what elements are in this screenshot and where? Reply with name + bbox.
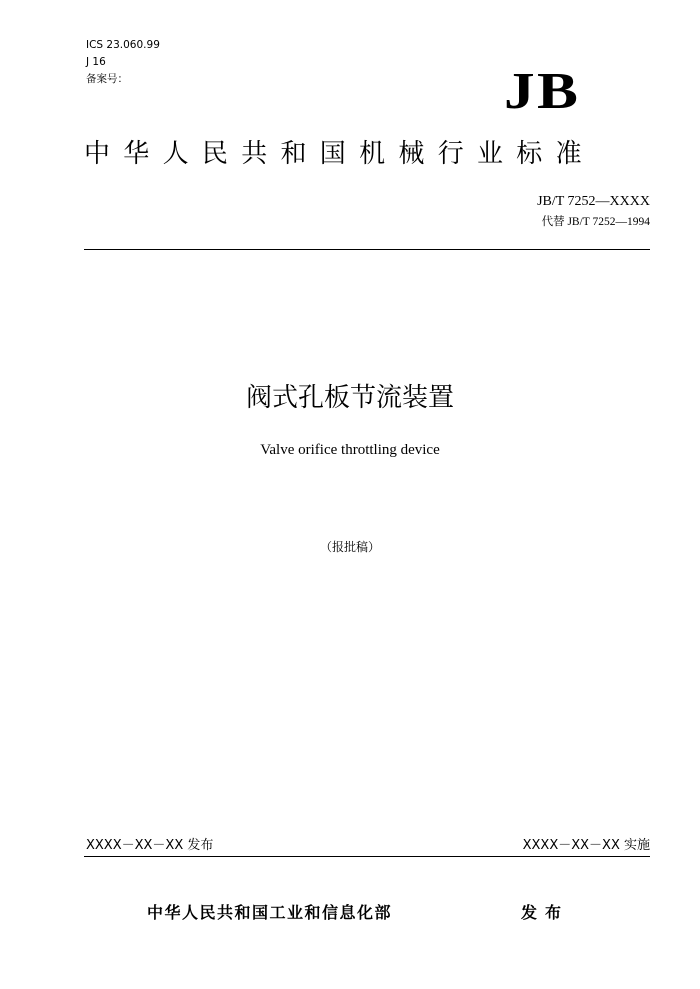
standard-category-title: 中华人民共和国机械行业标准 — [84, 139, 595, 169]
implementation-date: XXXX－XX－XX 实施 — [522, 838, 650, 853]
header-divider — [84, 249, 650, 250]
issuing-authority: 中华人民共和国工业和信息化部 — [147, 903, 393, 922]
document-title-chinese: 阀式孔板节流装置 — [245, 383, 454, 413]
footer-divider — [84, 856, 650, 857]
classification-code: J 16 — [86, 56, 106, 68]
jb-logo: JB — [504, 63, 581, 120]
document-title-english: Valve orifice throttling device — [260, 442, 440, 458]
issue-date: XXXX－XX－XX 发布 — [86, 838, 214, 853]
ics-code: ICS 23.060.99 — [86, 39, 160, 51]
standard-number: JB/T 7252—XXXX — [537, 194, 650, 209]
replaces-standard: 代替 JB/T 7252—1994 — [541, 216, 650, 228]
issue-action: 发布 — [521, 903, 570, 922]
filing-number-label: 备案号： — [86, 73, 128, 85]
draft-status: （报批稿） — [319, 540, 380, 554]
